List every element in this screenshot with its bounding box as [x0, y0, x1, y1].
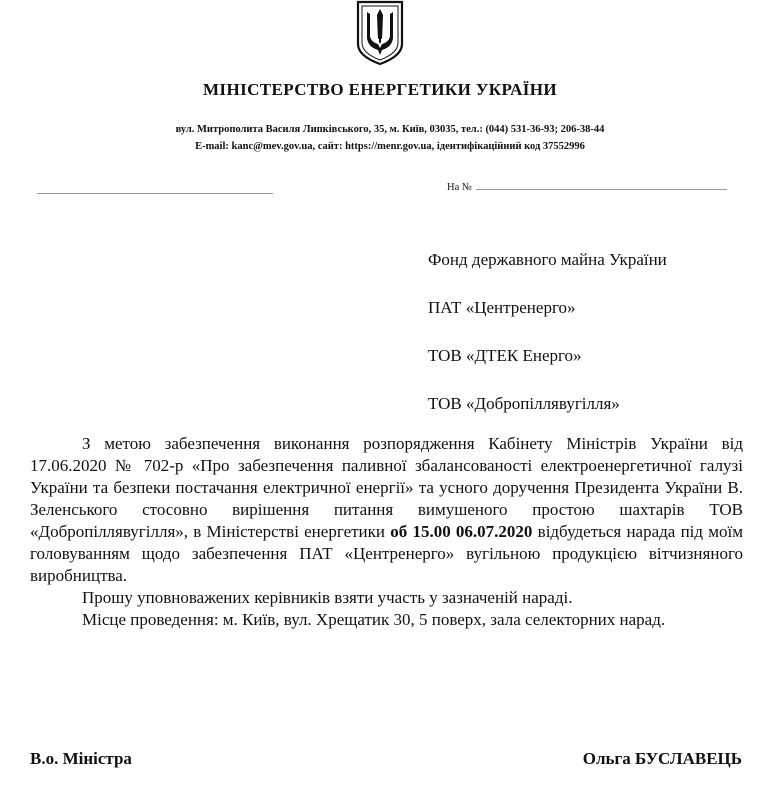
recipient: Фонд державного майна України — [428, 250, 667, 269]
signatory-position: В.о. Міністра — [30, 749, 132, 768]
ref-label: На № — [447, 182, 472, 193]
recipients-block — [428, 248, 667, 440]
meeting-datetime: об 15.00 06.07.2020 — [390, 522, 533, 541]
address-line: вул. Митрополита Василя Липківського, 35, м. Київ, 03035, тел.: (044) 531-36-93; 206-38-44 — [175, 124, 605, 135]
paragraph-1-end: відбудеться нарада під моїм головуванням щодо забезпечення ПАТ «Центренерго» вугільною продукцією вітчизняного виробництва. — [30, 522, 744, 585]
outgoing-number-line — [37, 193, 273, 194]
ref-line — [476, 189, 727, 190]
ministry-title: МІНІСТЕРСТВО ЕНЕРГЕТИКИ УКРАЇНИ — [202, 80, 558, 99]
paragraph-2: Прошу уповноважених керівників взяти участь у зазначеній нараді. — [82, 588, 573, 607]
paragraph-1 — [30, 433, 743, 587]
recipient: ПАТ «Центренерго» — [428, 298, 576, 317]
recipient: ТОВ «Добропіллявугілля» — [428, 394, 620, 413]
paragraph-1-start: З метою забезпечення виконання розпорядження Кабінету Міністрів України від 17.06.2020 № 702-р «Про забезпечення паливної збалансованості електроенергетичної галузі України та безпеки постачання електричної енергії» та усного доручення Президента України В. Зеленського стосовно вирішення питання вимушеного простою шахтарів ТОВ «Добропіллявугілля», в Міністерстві енергетики — [30, 434, 743, 541]
incoming-reference — [447, 182, 727, 193]
paragraph-3: Місце проведення: м. Київ, вул. Хрещатик 30, 5 поверх, зала селекторних нарад. — [82, 610, 666, 629]
tryzub-coat-of-arms-icon — [352, 0, 408, 66]
signatory-name: Ольга БУСЛАВЕЦЬ — [582, 749, 742, 768]
email-line: E-mail: kanc@mev.gov.ua, сайт: https://menr.gov.ua, ідентифікаційний код 37552996 — [195, 141, 585, 152]
contact-details — [0, 121, 770, 155]
letter-body — [30, 433, 743, 631]
recipient: ТОВ «ДТЕК Енерго» — [428, 346, 582, 365]
